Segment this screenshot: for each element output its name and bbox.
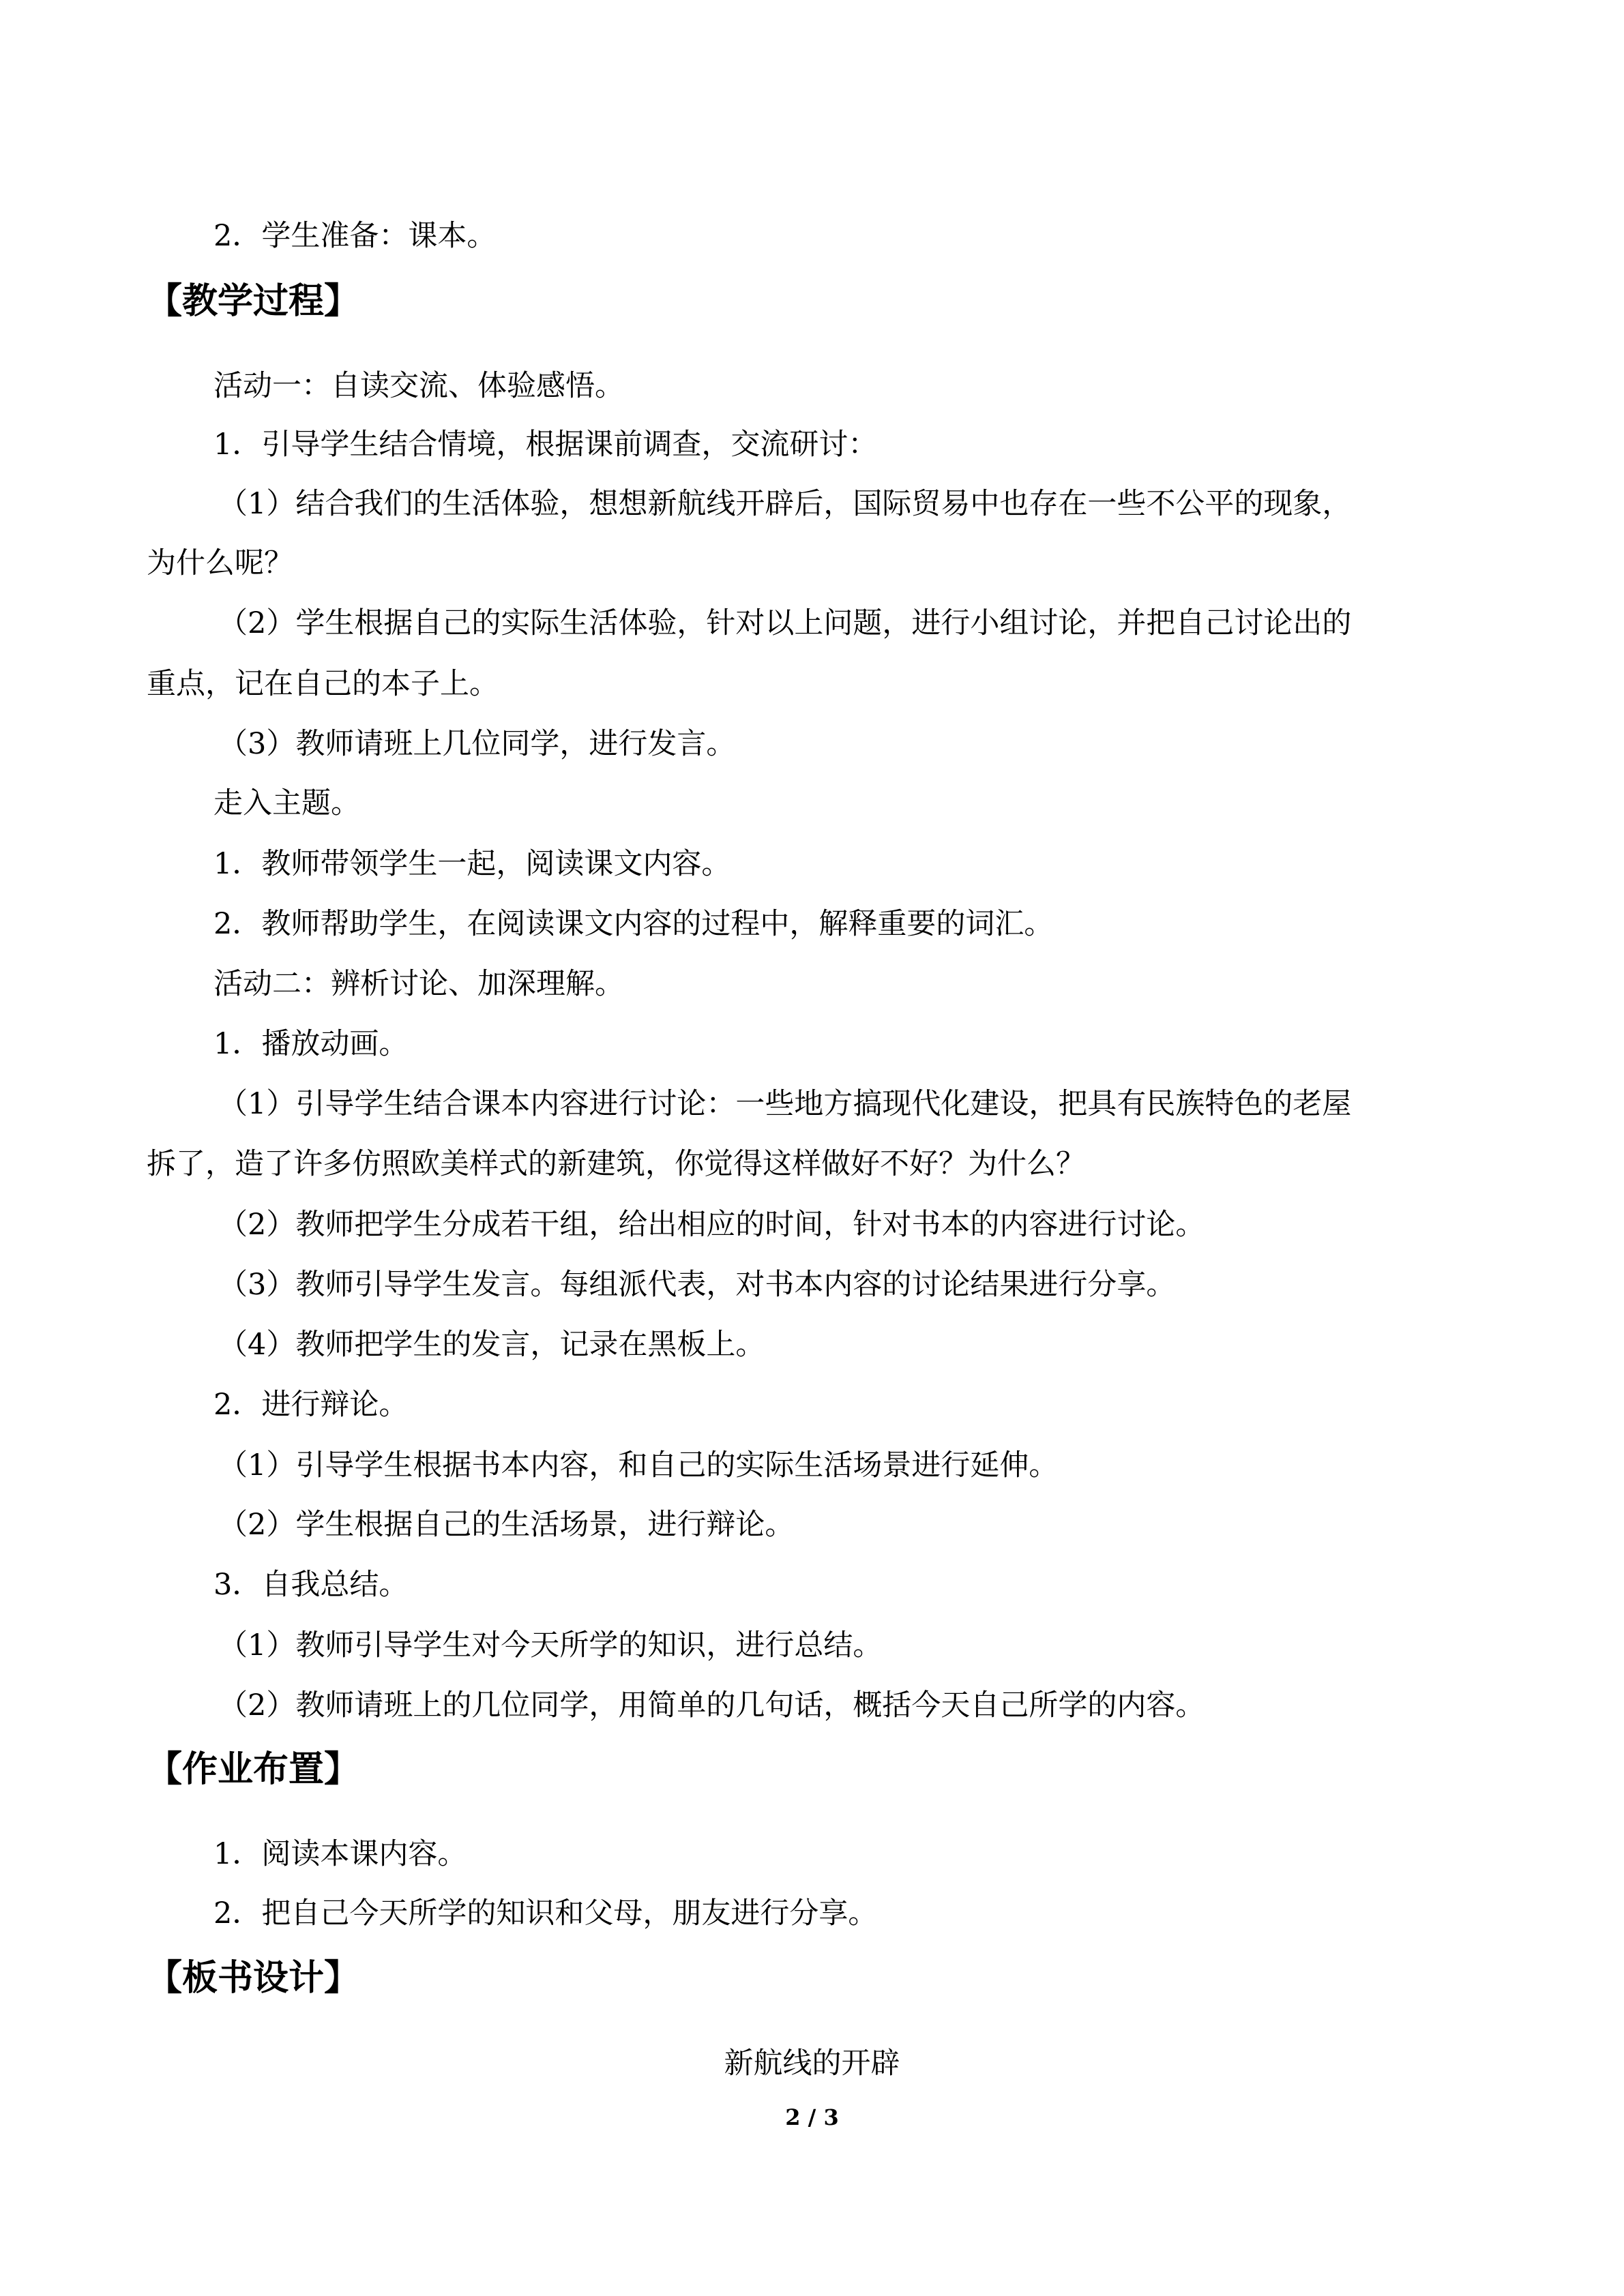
paragraph-self-summary: 3．自我总结。 [213,1568,409,1602]
paragraph-discussion-1b: 拆了，造了许多仿照欧美样式的新建筑，你觉得这样做好不好？为什么？ [147,1147,1085,1181]
paragraph-summary-2: （2）教师请班上的几位同学，用简单的几句话，概括今天自己所学的内容。 [218,1688,1205,1723]
paragraph-discussion-4: （4）教师把学生的发言，记录在黑板上。 [218,1328,765,1362]
paragraph-item-1a: （1）结合我们的生活体验，想想新航线开辟后，国际贸易中也存在一些不公平的现象， [218,487,1352,521]
paragraph-summary-1: （1）教师引导学生对今天所学的知识，进行总结。 [218,1628,883,1663]
paragraph-item-3: （3）教师请班上几位同学，进行发言。 [218,727,736,761]
board-title: 新航线的开辟 [724,2046,900,2081]
paragraph-guide-students: 1．引导学生结合情境，根据课前调查，交流研讨： [213,428,878,462]
paragraph-item-2b: 重点，记在自己的本子上。 [147,667,499,701]
paragraph-debate-1: （1）引导学生根据书本内容，和自己的实际生活场景进行延伸。 [218,1448,1059,1482]
paragraph-homework-1: 1．阅读本课内容。 [213,1837,467,1871]
paragraph-discussion-3: （3）教师引导学生发言。每组派代表，对书本内容的讨论结果进行分享。 [218,1268,1176,1302]
paragraph-debate: 2．进行辩论。 [213,1388,409,1422]
paragraph-item-2a: （2）学生根据自己的实际生活体验，针对以上问题，进行小组讨论，并把自己讨论出的 [218,606,1352,640]
paragraph-homework-2: 2．把自己今天所学的知识和父母，朋友进行分享。 [213,1896,878,1930]
paragraph-item-1b: 为什么呢？ [147,546,293,580]
paragraph-activity-two: 活动二：辨析讨论、加深理解。 [213,967,624,1001]
heading-board-design: 【板书设计】 [147,1958,360,1999]
paragraph-enter-topic: 走入主题。 [213,786,360,820]
heading-teaching-process: 【教学过程】 [147,281,360,322]
paragraph-read-text: 1．教师带领学生一起，阅读课文内容。 [213,847,731,881]
paragraph-student-prep: 2．学生准备：课本。 [213,219,497,253]
page-number: 2 / 3 [785,2104,839,2130]
paragraph-play-animation: 1．播放动画。 [213,1027,409,1061]
paragraph-activity-one: 活动一：自读交流、体验感悟。 [213,369,624,403]
paragraph-debate-2: （2）学生根据自己的生活场景，进行辩论。 [218,1508,795,1542]
paragraph-discussion-2: （2）教师把学生分成若干组，给出相应的时间，针对书本的内容进行讨论。 [218,1208,1205,1242]
paragraph-discussion-1a: （1）引导学生结合课本内容进行讨论：一些地方搞现代化建设，把具有民族特色的老屋 [218,1087,1352,1121]
heading-homework: 【作业布置】 [147,1749,360,1790]
paragraph-explain-vocab: 2．教师帮助学生，在阅读课文内容的过程中，解释重要的词汇。 [213,907,1054,941]
